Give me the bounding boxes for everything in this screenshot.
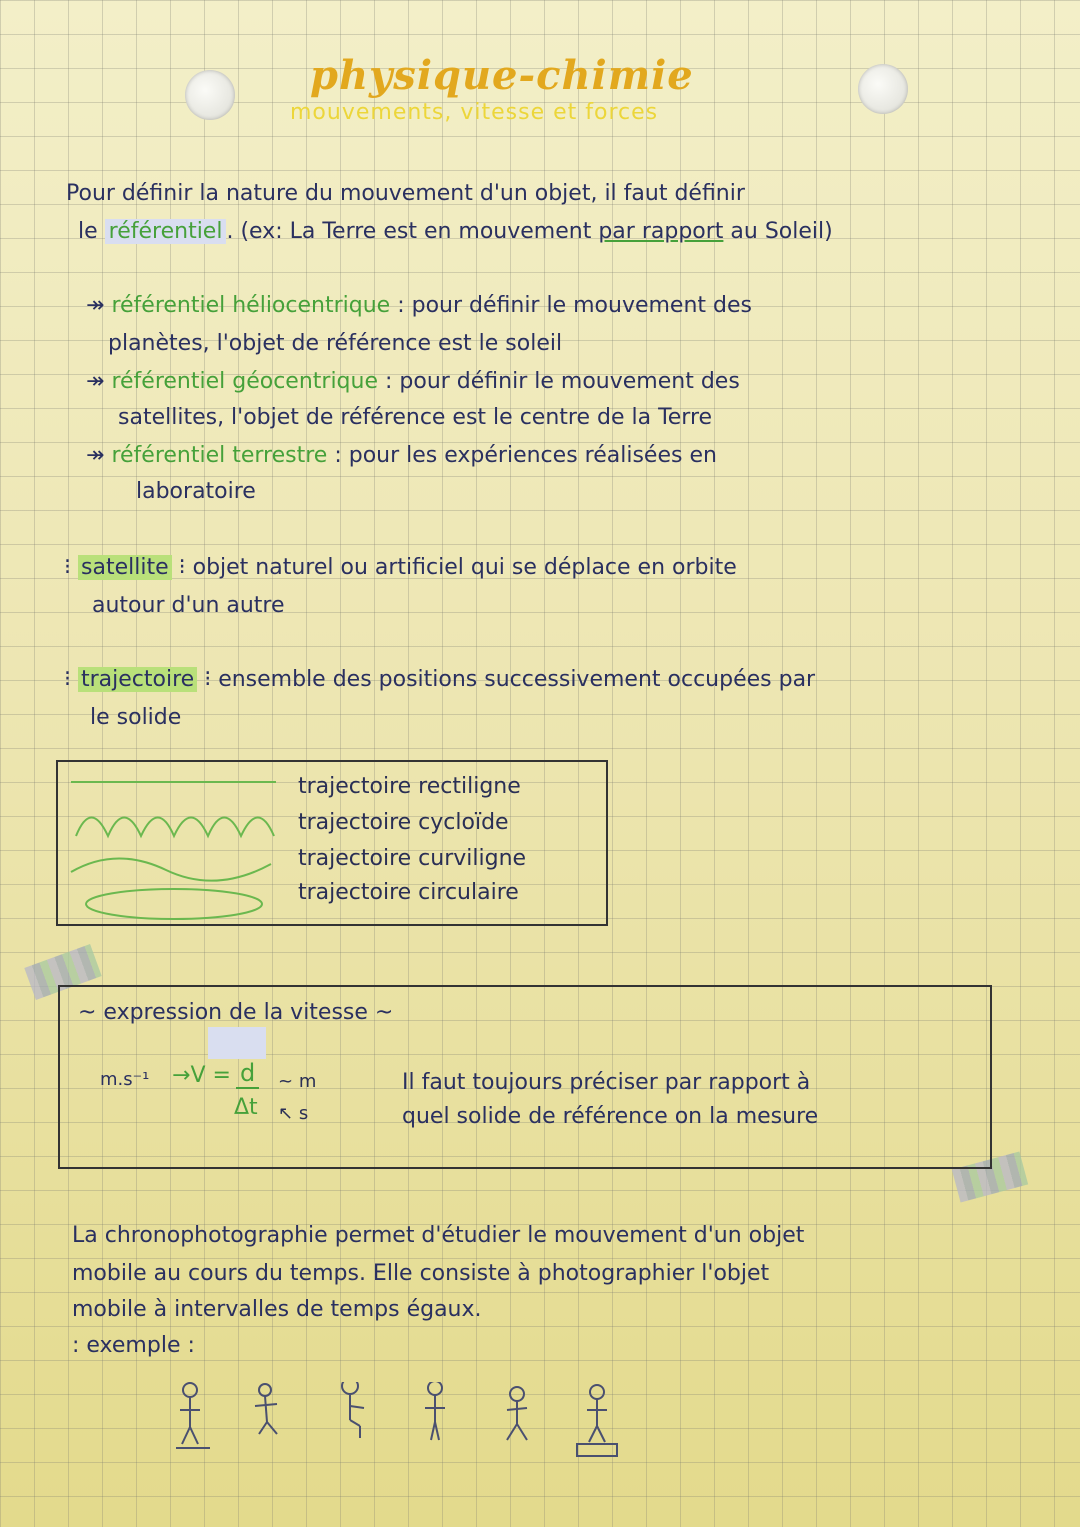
referential-term: référentiel terrestre (111, 443, 328, 468)
referential-item (86, 438, 717, 474)
referentiel-term: référentiel (105, 219, 227, 244)
intro-text: . (ex: La Terre est en mouvement (226, 219, 592, 244)
speed-note-line-2: quel solide de référence on la mesure (402, 1104, 819, 1129)
definition-term: trajectoire (78, 667, 197, 692)
formula-v: V = (190, 1063, 231, 1088)
curvilinear-trajectory-icon (71, 858, 271, 880)
speed-arrow-formula: →V = (172, 1063, 231, 1088)
bullet-icon: ⁝ (178, 555, 193, 580)
unit-m: m (298, 1071, 317, 1092)
definition-cont: le solide (90, 705, 182, 730)
intro-line-1: Pour définir la nature du mouvement d'un objet, il faut définir (66, 181, 745, 206)
trajectory-label: trajectoire rectiligne (298, 774, 521, 799)
intro-text: le (78, 219, 98, 244)
speed-note-line-1: Il faut toujours préciser par rapport à (402, 1070, 811, 1095)
definition-cont: autour d'un autre (92, 593, 285, 618)
referential-def: : pour définir le mouvement des (385, 369, 740, 394)
stick-figure-icon (507, 1387, 527, 1440)
arrow-icon: ↠ (86, 293, 112, 318)
formula-numerator: d (236, 1059, 259, 1089)
formula-unit-s: ↖ s (278, 1103, 309, 1124)
definition-satellite (64, 550, 737, 586)
formula-unit-m: ~ m (278, 1071, 317, 1092)
stick-figures (160, 1382, 640, 1472)
speed-heading: ~ expression de la vitesse ~ (78, 1000, 394, 1025)
speed-unit-left: m.s⁻¹ (100, 1069, 150, 1090)
chrono-line-3: mobile à intervalles de temps égaux. (72, 1297, 482, 1322)
stick-figure-icon (176, 1383, 210, 1448)
punch-hole-right (858, 64, 908, 114)
bullet-icon: ⁝ (64, 555, 78, 580)
speed-box (58, 985, 992, 1169)
referential-item (86, 288, 752, 324)
page-subtitle: mouvements, vitesse et forces (290, 100, 659, 125)
stick-figure-icon (577, 1385, 617, 1456)
punch-hole-left (185, 70, 235, 120)
unit-s: s (298, 1103, 309, 1124)
definition-term: satellite (78, 555, 172, 580)
bullet-icon: ⁝ (64, 667, 78, 692)
trajectory-drawings (66, 764, 286, 924)
example-label: : exemple : (72, 1333, 195, 1358)
referential-def: : pour les expériences réalisées en (334, 443, 717, 468)
highlight-mark (208, 1027, 266, 1059)
chrono-line-2: mobile au cours du temps. Elle consiste à photographier l'objet (72, 1261, 770, 1286)
stick-figure-icon (342, 1382, 364, 1438)
arrow-icon: ↠ (86, 443, 112, 468)
trajectory-label: trajectoire curviligne (298, 846, 527, 871)
stick-figure-icon (255, 1384, 277, 1434)
cycloid-trajectory-icon (76, 818, 274, 837)
referential-term: référentiel héliocentrique (111, 293, 391, 318)
bullet-icon: ⁝ (204, 667, 219, 692)
definition-trajectoire (64, 662, 815, 698)
definition-text: ensemble des positions successivement occupées par (218, 667, 816, 692)
trajectory-label: trajectoire circulaire (298, 880, 519, 905)
referential-def: : pour définir le mouvement des (397, 293, 752, 318)
arrow-icon: ↠ (86, 369, 112, 394)
trajectories-box (56, 760, 608, 926)
definition-text: objet naturel ou artificiel qui se déplace en orbite (192, 555, 737, 580)
formula-denominator: Δt (234, 1095, 258, 1120)
referential-def-cont: planètes, l'objet de référence est le soleil (108, 331, 563, 356)
referential-def-cont: satellites, l'objet de référence est le centre de la Terre (118, 405, 713, 430)
referential-term: référentiel géocentrique (111, 369, 378, 394)
underlined-text: par rapport (598, 219, 724, 244)
trajectory-label: trajectoire cycloïde (298, 810, 509, 835)
page-title: physique-chimie (310, 52, 694, 99)
referential-item (86, 364, 740, 400)
referential-def-cont: laboratoire (136, 479, 256, 504)
chrono-line-1: La chronophotographie permet d'étudier le mouvement d'un objet (72, 1223, 805, 1248)
intro-text: au Soleil) (730, 219, 833, 244)
intro-line-2 (78, 214, 833, 250)
stick-figure-icon (425, 1382, 445, 1440)
circular-trajectory-icon (86, 889, 262, 919)
